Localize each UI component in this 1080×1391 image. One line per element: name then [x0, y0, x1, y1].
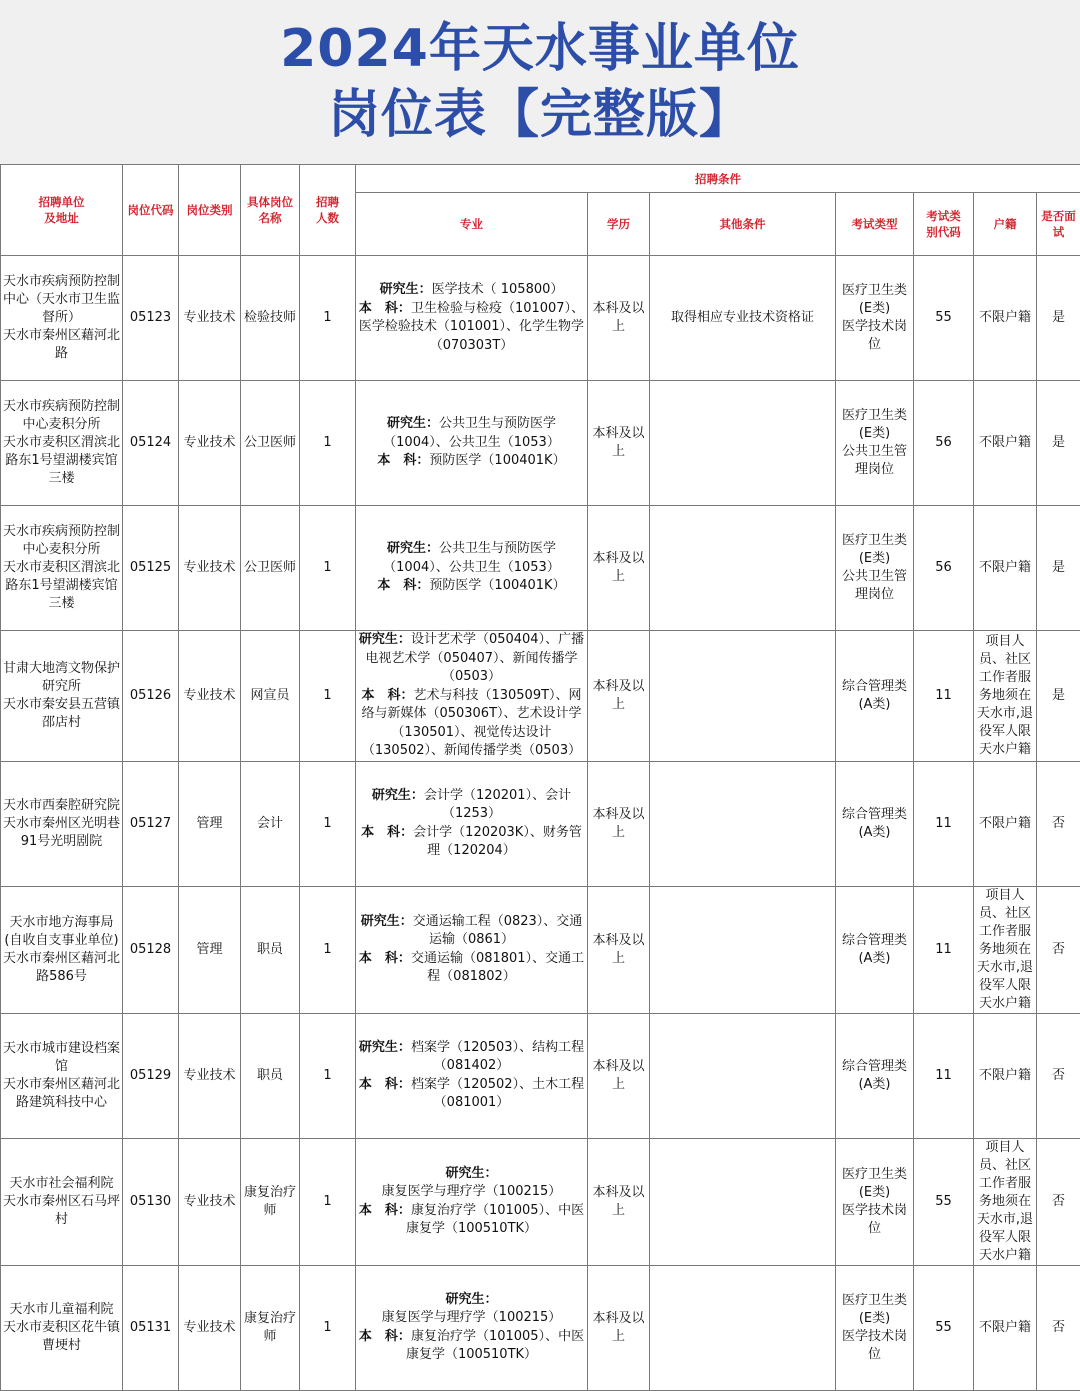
table-row: [1, 256, 1080, 381]
post-code-cell: 05127: [123, 761, 179, 886]
degree-label: 研究生：: [359, 632, 411, 647]
unit-cell: 甘肃大地湾文物保护研究所 天水市秦安县五营镇邵店村: [1, 631, 123, 762]
degree-label: 本 科：: [359, 951, 411, 966]
major-cell: [356, 761, 588, 886]
exam-type-cell: 医疗卫生类 (E类) 医学技术岗位: [836, 1265, 914, 1390]
major-line: [358, 281, 585, 300]
degree-label: 本 科：: [359, 1203, 411, 1218]
major-line: [358, 577, 585, 596]
post-name-cell: 公卫医师: [241, 381, 300, 506]
post-code-cell: 05130: [123, 1138, 179, 1265]
hukou-cell: 项目人员、社区工作者服务地须在天水市,退役军人限天水户籍: [974, 1138, 1037, 1265]
major-cell: [356, 1138, 588, 1265]
header-code: 岗位代码: [123, 165, 179, 256]
headcount-cell: 1: [300, 506, 356, 631]
post-name-cell: 职员: [241, 886, 300, 1013]
major-cell: [356, 256, 588, 381]
exam-code-cell: 11: [914, 631, 974, 762]
title-banner: [0, 0, 1080, 164]
unit-cell: 天水市城市建设档案馆 天水市秦州区藉河北路建筑科技中心: [1, 1013, 123, 1138]
page-title-line-2: 岗位表【完整版】: [328, 82, 752, 148]
interview-cell: 否: [1037, 1265, 1080, 1390]
post-code-cell: 05131: [123, 1265, 179, 1390]
major-text: 档案学（120502）、土木工程（081001）: [411, 1077, 584, 1111]
other-conditions-cell: [650, 1013, 836, 1138]
exam-code-cell: 11: [914, 886, 974, 1013]
post-name-cell: 检验技师: [241, 256, 300, 381]
header-other: 其他条件: [650, 193, 836, 256]
degree-label: 本 科：: [359, 1329, 411, 1344]
major-line: [358, 631, 585, 687]
education-cell: 本科及以上: [588, 1138, 650, 1265]
major-cell: [356, 1013, 588, 1138]
hukou-cell: 项目人员、社区工作者服务地须在天水市,退役军人限天水户籍: [974, 631, 1037, 762]
post-code-cell: 05124: [123, 381, 179, 506]
degree-label: 本 科：: [361, 825, 413, 840]
major-line: [358, 1039, 585, 1076]
major-text: 康复医学与理疗学（100215）: [382, 1184, 562, 1199]
exam-code-cell: 11: [914, 761, 974, 886]
post-category-cell: 管理: [179, 761, 241, 886]
post-name-cell: 康复治疗师: [241, 1265, 300, 1390]
exam-type-cell: 医疗卫生类 (E类) 医学技术岗位: [836, 256, 914, 381]
table-row: [1, 761, 1080, 886]
other-conditions-cell: [650, 506, 836, 631]
education-cell: 本科及以上: [588, 256, 650, 381]
major-line: [358, 1328, 585, 1365]
major-text: 设计艺术学（050404）、广播电视艺术学（050407）、新闻传播学（0503）: [365, 632, 584, 684]
other-conditions-cell: [650, 761, 836, 886]
hukou-cell: 不限户籍: [974, 1013, 1037, 1138]
table-body: [1, 256, 1080, 1391]
headcount-cell: 1: [300, 1265, 356, 1390]
major-line: [358, 540, 585, 577]
degree-label: 本 科：: [377, 453, 429, 468]
major-line: [358, 1202, 585, 1239]
table-row: [1, 506, 1080, 631]
major-cell: [356, 381, 588, 506]
interview-cell: 否: [1037, 761, 1080, 886]
major-text: 预防医学（100401K）: [429, 453, 565, 468]
major-text: 医学技术（ 105800）: [432, 282, 564, 297]
other-conditions-cell: [650, 886, 836, 1013]
exam-type-cell: 医疗卫生类 (E类) 公共卫生管理岗位: [836, 506, 914, 631]
exam-code-cell: 56: [914, 381, 974, 506]
major-line: [358, 1165, 585, 1202]
table-row: [1, 886, 1080, 1013]
major-text: 公共卫生与预防医学（1004）、公共卫生（1053）: [383, 416, 560, 450]
major-text: 卫生检验与检疫（101007）、医学检验技术（101001）、化学生物学（070303T）: [359, 301, 584, 353]
post-name-cell: 康复治疗师: [241, 1138, 300, 1265]
unit-cell: 天水市儿童福利院 天水市麦积区花牛镇曹埂村: [1, 1265, 123, 1390]
post-category-cell: 专业技术: [179, 506, 241, 631]
major-text: 康复医学与理疗学（100215）: [382, 1310, 562, 1325]
major-line: [358, 950, 585, 987]
degree-label: 研究生：: [359, 1040, 411, 1055]
major-line: [358, 452, 585, 471]
degree-label: 研究生：: [387, 416, 439, 431]
interview-cell: 是: [1037, 631, 1080, 762]
header-category: 岗位类别: [179, 165, 241, 256]
exam-code-cell: 55: [914, 1138, 974, 1265]
post-code-cell: 05128: [123, 886, 179, 1013]
education-cell: 本科及以上: [588, 381, 650, 506]
post-category-cell: 专业技术: [179, 1265, 241, 1390]
header-conditions: 招聘条件: [356, 165, 1080, 193]
header-interview: 是否面 试: [1037, 193, 1080, 256]
other-conditions-cell: [650, 1138, 836, 1265]
interview-cell: 否: [1037, 1013, 1080, 1138]
major-text: 会计学（120201）、会计（1253）: [424, 788, 571, 822]
hukou-cell: 不限户籍: [974, 1265, 1037, 1390]
degree-label: 本 科：: [361, 688, 413, 703]
major-text: 公共卫生与预防医学（1004）、公共卫生（1053）: [383, 541, 560, 575]
unit-cell: 天水市疾病预防控制中心（天水市卫生监督所） 天水市秦州区藉河北路: [1, 256, 123, 381]
major-line: [358, 787, 585, 824]
other-conditions-cell: 取得相应专业技术资格证: [650, 256, 836, 381]
exam-type-cell: 综合管理类 (A类): [836, 1013, 914, 1138]
header-education: 学历: [588, 193, 650, 256]
interview-cell: 否: [1037, 1138, 1080, 1265]
positions-table: [0, 164, 1080, 1391]
hukou-cell: 项目人员、社区工作者服务地须在天水市,退役军人限天水户籍: [974, 886, 1037, 1013]
exam-type-cell: 医疗卫生类 (E类) 医学技术岗位: [836, 1138, 914, 1265]
interview-cell: 是: [1037, 381, 1080, 506]
degree-label: 本 科：: [359, 301, 411, 316]
degree-label: 本 科：: [377, 578, 429, 593]
major-line: [358, 1076, 585, 1113]
header-count: 招聘 人数: [300, 165, 356, 256]
major-line: [358, 300, 585, 356]
post-name-cell: 公卫医师: [241, 506, 300, 631]
degree-label: 研究生：: [445, 1292, 497, 1307]
major-cell: [356, 631, 588, 762]
major-line: [358, 415, 585, 452]
major-text: 康复治疗学（101005）、中医康复学（100510TK）: [406, 1329, 584, 1363]
headcount-cell: 1: [300, 256, 356, 381]
major-text: 档案学（120503）、结构工程（081402）: [411, 1040, 584, 1074]
major-cell: [356, 1265, 588, 1390]
education-cell: 本科及以上: [588, 761, 650, 886]
exam-code-cell: 11: [914, 1013, 974, 1138]
headcount-cell: 1: [300, 761, 356, 886]
header-hukou: 户籍: [974, 193, 1037, 256]
degree-label: 本 科：: [359, 1077, 411, 1092]
page-title-line-1: 2024年天水事业单位: [280, 16, 800, 82]
post-code-cell: 05123: [123, 256, 179, 381]
exam-type-cell: 综合管理类 (A类): [836, 886, 914, 1013]
headcount-cell: 1: [300, 1013, 356, 1138]
degree-label: 研究生：: [380, 282, 432, 297]
post-category-cell: 专业技术: [179, 1013, 241, 1138]
header-exam-code: 考试类 别代码: [914, 193, 974, 256]
major-text: 预防医学（100401K）: [429, 578, 565, 593]
header-exam-type: 考试类型: [836, 193, 914, 256]
header-unit: 招聘单位 及地址: [1, 165, 123, 256]
education-cell: 本科及以上: [588, 1013, 650, 1138]
education-cell: 本科及以上: [588, 506, 650, 631]
headcount-cell: 1: [300, 1138, 356, 1265]
table-row: [1, 1265, 1080, 1390]
major-cell: [356, 506, 588, 631]
exam-code-cell: 56: [914, 506, 974, 631]
unit-cell: 天水市社会福利院 天水市秦州区石马坪村: [1, 1138, 123, 1265]
interview-cell: 是: [1037, 506, 1080, 631]
header-major: 专业: [356, 193, 588, 256]
major-text: 交通运输（081801）、交通工程（081802）: [411, 951, 584, 985]
degree-label: 研究生：: [361, 914, 413, 929]
post-code-cell: 05126: [123, 631, 179, 762]
major-line: [358, 913, 585, 950]
education-cell: 本科及以上: [588, 1265, 650, 1390]
major-text: 交通运输工程（0823）、交通运输（0861）: [413, 914, 583, 948]
degree-label: 研究生：: [387, 541, 439, 556]
major-text: 康复治疗学（101005）、中医康复学（100510TK）: [406, 1203, 584, 1237]
exam-code-cell: 55: [914, 1265, 974, 1390]
education-cell: 本科及以上: [588, 631, 650, 762]
post-name-cell: 网宣员: [241, 631, 300, 762]
post-code-cell: 05129: [123, 1013, 179, 1138]
post-category-cell: 管理: [179, 886, 241, 1013]
interview-cell: 否: [1037, 886, 1080, 1013]
education-cell: 本科及以上: [588, 886, 650, 1013]
headcount-cell: 1: [300, 631, 356, 762]
major-text: 会计学（120203K）、财务管理（120204）: [413, 825, 582, 859]
exam-type-cell: 综合管理类 (A类): [836, 631, 914, 762]
other-conditions-cell: [650, 381, 836, 506]
hukou-cell: 不限户籍: [974, 256, 1037, 381]
post-category-cell: 专业技术: [179, 256, 241, 381]
hukou-cell: 不限户籍: [974, 381, 1037, 506]
headcount-cell: 1: [300, 381, 356, 506]
hukou-cell: 不限户籍: [974, 761, 1037, 886]
unit-cell: 天水市疾病预防控制中心麦积分所 天水市麦积区渭滨北路东1号望湖楼宾馆三楼: [1, 506, 123, 631]
major-line: [358, 1291, 585, 1328]
exam-type-cell: 综合管理类 (A类): [836, 761, 914, 886]
interview-cell: 是: [1037, 256, 1080, 381]
table-row: [1, 1013, 1080, 1138]
headcount-cell: 1: [300, 886, 356, 1013]
post-category-cell: 专业技术: [179, 381, 241, 506]
major-text: 艺术与科技（130509T）、网络与新媒体（050306T）、艺术设计学（130501）、视觉传达设计（130502）、新闻传播学类（0503）: [361, 688, 581, 759]
other-conditions-cell: [650, 1265, 836, 1390]
degree-label: 研究生：: [445, 1166, 497, 1181]
exam-type-cell: 医疗卫生类 (E类) 公共卫生管理岗位: [836, 381, 914, 506]
exam-code-cell: 55: [914, 256, 974, 381]
post-category-cell: 专业技术: [179, 1138, 241, 1265]
major-line: [358, 687, 585, 761]
unit-cell: 天水市疾病预防控制中心麦积分所 天水市麦积区渭滨北路东1号望湖楼宾馆三楼: [1, 381, 123, 506]
post-name-cell: 职员: [241, 1013, 300, 1138]
unit-cell: 天水市西秦腔研究院 天水市秦州区光明巷91号光明剧院: [1, 761, 123, 886]
post-category-cell: 专业技术: [179, 631, 241, 762]
post-name-cell: 会计: [241, 761, 300, 886]
header-post-name: 具体岗位 名称: [241, 165, 300, 256]
major-cell: [356, 886, 588, 1013]
hukou-cell: 不限户籍: [974, 506, 1037, 631]
other-conditions-cell: [650, 631, 836, 762]
table-row: [1, 631, 1080, 762]
table-row: [1, 1138, 1080, 1265]
degree-label: 研究生：: [372, 788, 424, 803]
table-row: [1, 381, 1080, 506]
post-code-cell: 05125: [123, 506, 179, 631]
unit-cell: 天水市地方海事局(自收自支事业单位) 天水市秦州区藉河北路586号: [1, 886, 123, 1013]
major-line: [358, 824, 585, 861]
